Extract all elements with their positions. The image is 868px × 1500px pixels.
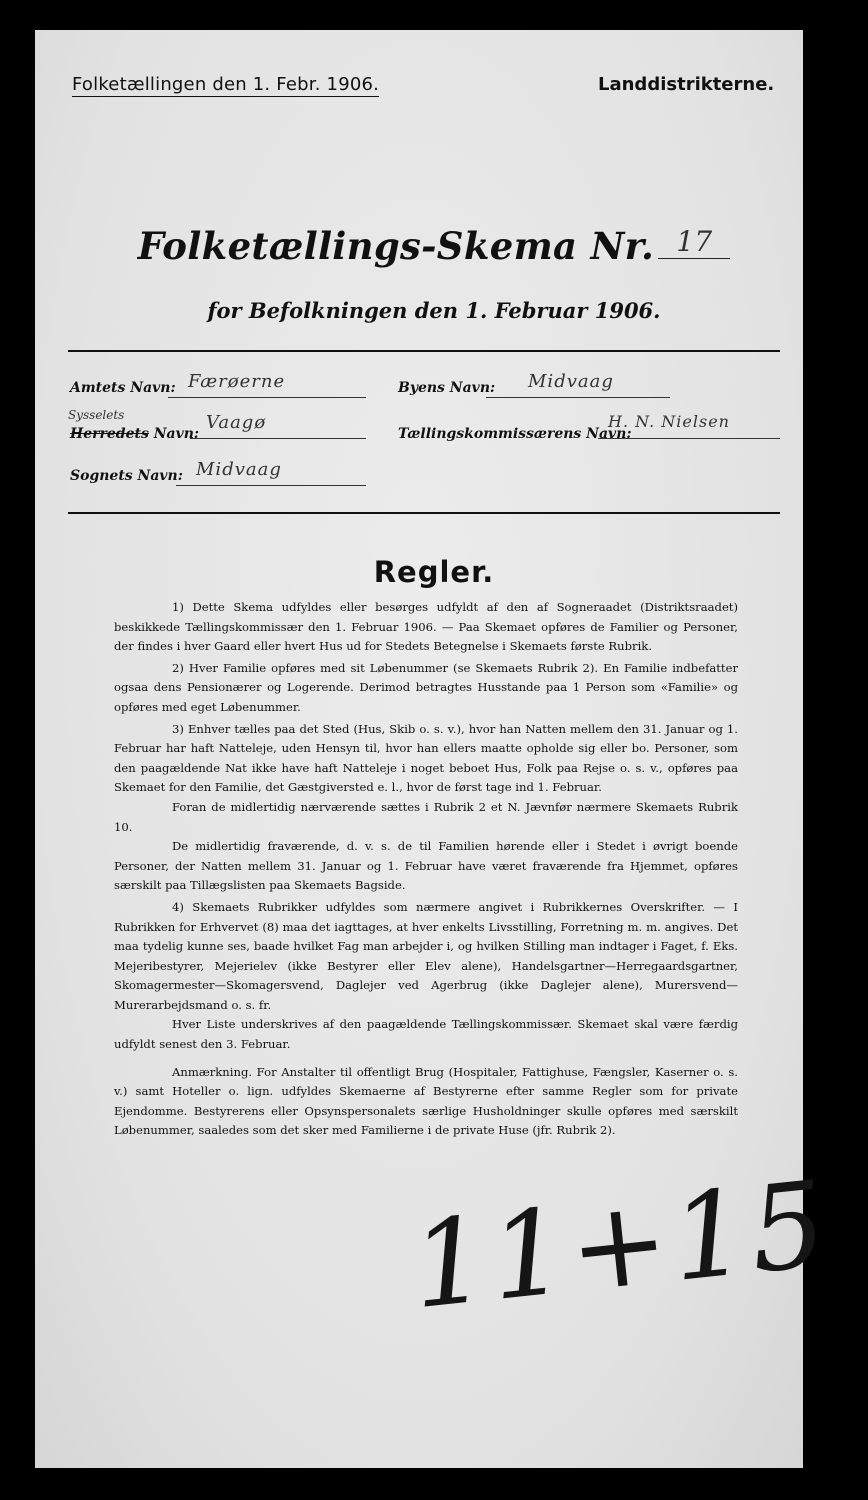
rule-3-midlertidig-fravaerende: De midlertidig fraværende, d. v. s. de til Familien hørende eller i Stedet i øvrigt boende Personer, der Natten mellem 31. Januar og 1. Februar have været fraværende fra Hjemmet, opføres særskilt paa Tillægslisten paa Skemaets Bagside. <box>114 839 738 893</box>
herred-label <box>70 426 199 442</box>
rule-2: 2) Hver Familie opføres med sit Løbenummer (se Skemaets Rubrik 2). En Familie indbefatter ogsaa dens Pensionærer og Logerende. Derimod betragtes Husstande paa 1 Person som «Familie» og opføres med eget Løbenummer. <box>114 660 738 714</box>
kommissaer-label: Tællingskommissærens Navn: <box>398 426 632 442</box>
herred-struck: Herredets <box>70 426 149 442</box>
herred-field <box>190 412 366 439</box>
kommissaer-field <box>598 412 780 439</box>
sogn-value: Midvaag <box>196 459 282 480</box>
rules-heading: Regler. <box>373 555 495 589</box>
amt-field <box>168 371 366 398</box>
byens-field <box>486 371 670 398</box>
census-header-left: Folketællingen den 1. Febr. 1906. <box>72 74 380 95</box>
byens-label: Byens Navn: <box>398 380 496 396</box>
sogn-field <box>176 459 366 486</box>
bottom-divider <box>68 512 780 514</box>
rule-3-midlertidig-naervaerende: Foran de midlertidig nærværende sættes i Rubrik 2 et N. Jævnfør nærmere Skemaets Rubrik 10. <box>114 799 738 834</box>
byens-value: Midvaag <box>528 371 614 392</box>
amt-label: Amtets Navn: <box>70 380 176 396</box>
rule-signature: Hver Liste underskrives af den paagældende Tællingskommissær. Skemaet skal være færdig udfyldt senest den 3. Februar. <box>114 1017 738 1052</box>
herred-value: Vaagø <box>206 412 267 433</box>
amt-value: Færøerne <box>188 371 286 392</box>
top-divider <box>68 350 780 352</box>
form-number-field <box>658 225 730 259</box>
form-title <box>0 224 868 268</box>
sogn-label: Sognets Navn: <box>70 468 183 484</box>
rule-3: 3) Enhver tælles paa det Sted (Hus, Skib o. s. v.), hvor han Natten mellem den 31. Januar og 1. Februar har haft Natteleje, uden Hensyn til, hvor han ellers maatte opholde sig eller bo. Personer, som den paagældende Nat ikke have haft Natteleje i noget beboet Hus, Folk paa Rejse o. s. v., opføres paa Skemaet for den Familie, det Gæstgiversted e. l., hvor de først tage ind 1. Februar. <box>114 721 738 795</box>
rule-4: 4) Skemaets Rubrikker udfyldes som nærmere angivet i Rubrikkernes Overskrifter. — I Rubrikken for Erhvervet (8) maa det iagttages, at hver enkelts Livsstilling, Forretning m. m. angives. Det maa tydelig kunne ses, baade hvilket Fag man arbejder i, og hvilken Stilling man indtager i Faget, f. Eks. Mejeribestyrer, Mejerielev (ikke Bestyrer eller Elev alene), Handelsgartner—Herregaardsgartner, Skomagermester—Skomagersvend, Daglejer ved Agerbrug (ikke Daglejer alene), Murersvend—Murerarbejdsmand o. s. fr. <box>114 899 738 1012</box>
district-type-header: Landdistrikterne. <box>598 74 775 95</box>
remark: Anmærkning. For Anstalter til offentligt Brug (Hospitaler, Fattighuse, Fængsler, Kaserner o. s. v.) samt Hoteller o. lign. udfyldes Skemaerne af Bestyrerne efter samme Regler som for private Ejendomme. Bestyrerens eller Opsynspersonalets særlige Husholdninger skulle opføres med særskilt Løbenummer, saaledes som det sker med Familierne i de private Huse (jfr. Rubrik 2). <box>114 1064 738 1138</box>
herred-correction: Sysselets <box>68 408 125 422</box>
form-subtitle: for Befolkningen den 1. Februar 1906. <box>207 298 661 323</box>
handwritten-number: 11+15 <box>405 1154 837 1336</box>
rules-text <box>114 598 738 1141</box>
herred-label-text: Navn: <box>148 426 200 442</box>
kommissaer-value: H. N. Nielsen <box>608 412 730 431</box>
form-number-value: 17 <box>676 225 713 258</box>
rule-1: 1) Dette Skema udfyldes eller besørges udfyldt af den af Sogneraadet (Distriktsraadet) beskikkede Tællingskommissær den 1. Februar 1906. — Paa Skemaet opføres de Familier og Personer, der findes i hver Gaard eller hvert Hus ud for Stedets Betegnelse i Skemaets første Rubrik. <box>114 600 738 654</box>
form-title-text: Folketællings-Skema Nr. <box>137 224 655 268</box>
